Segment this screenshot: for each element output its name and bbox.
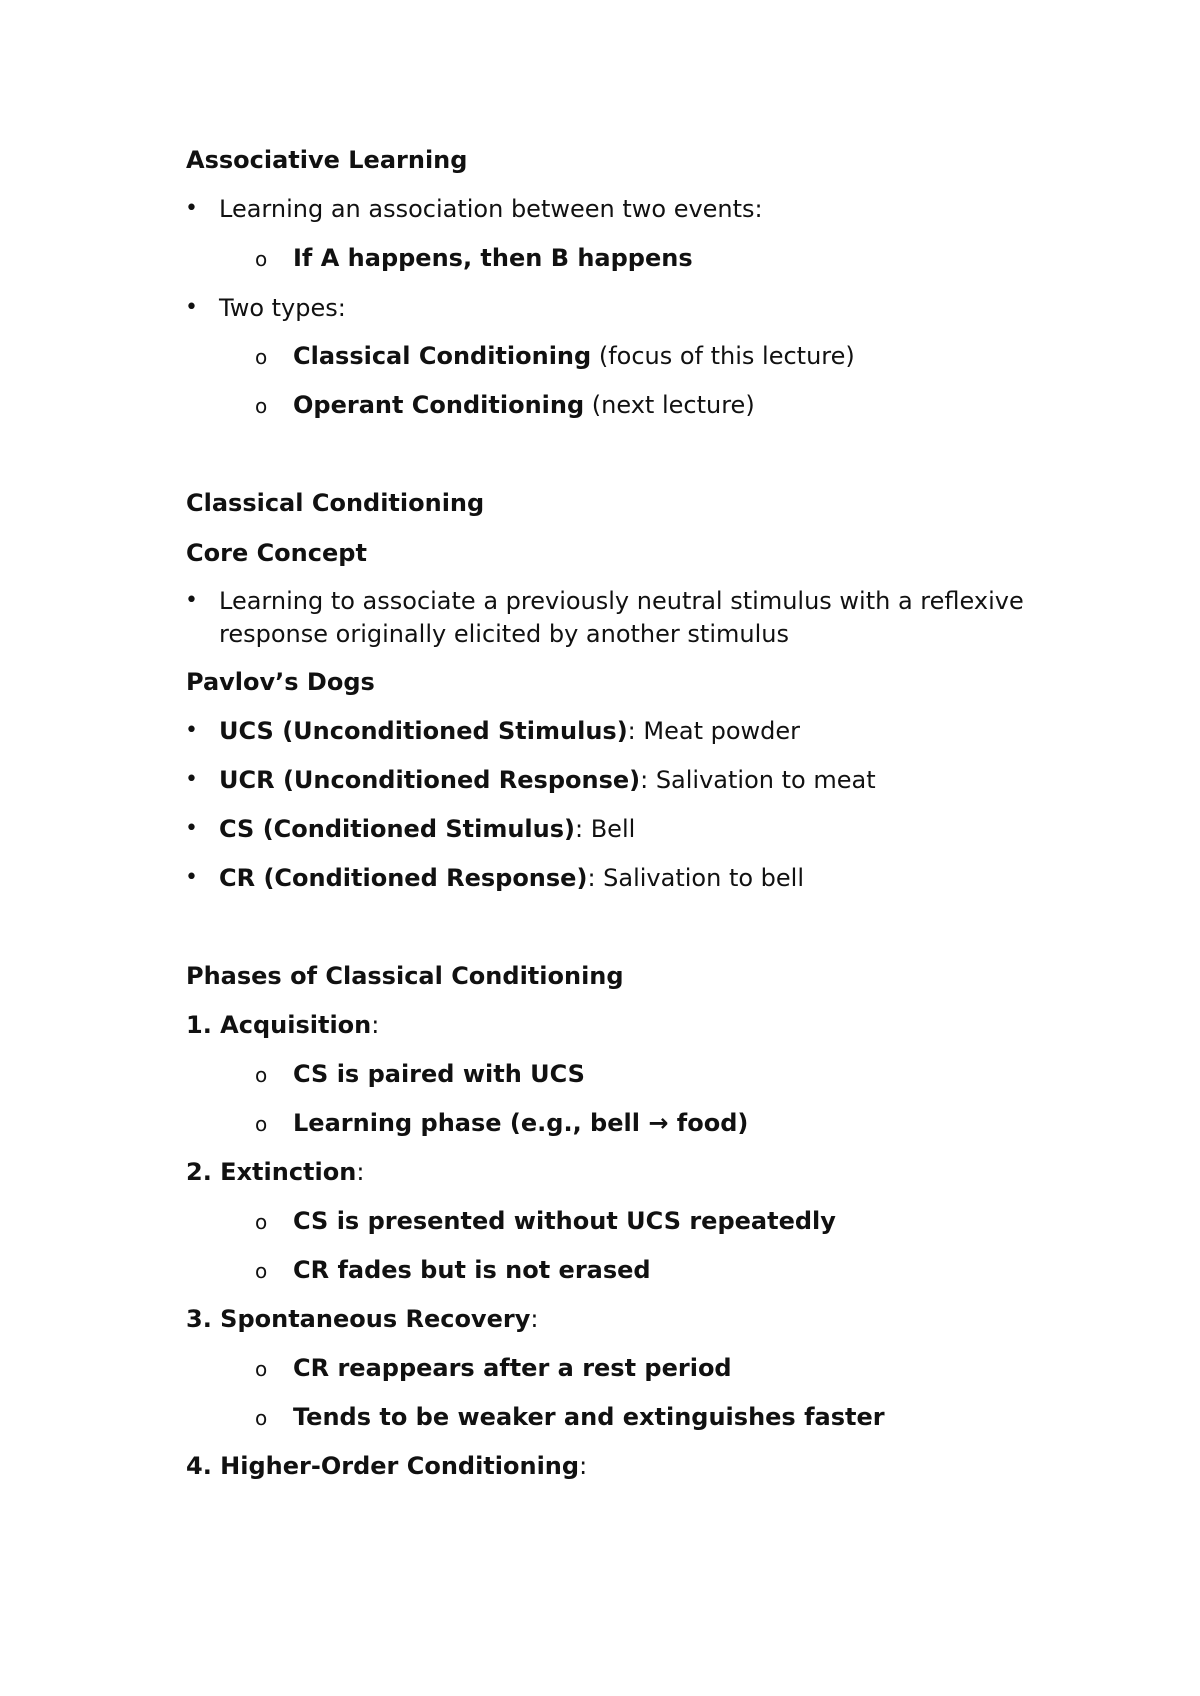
note-next-lecture: (next lecture) bbox=[584, 391, 755, 419]
sub-bullet-glyph: o bbox=[255, 1210, 268, 1234]
term-classical-conditioning: Classical Conditioning bbox=[293, 342, 592, 370]
phase-suffix: : bbox=[356, 1158, 365, 1186]
pavlov-item-cs bbox=[219, 813, 635, 845]
core-concept-text-line-2: response originally elicited by another stimulus bbox=[219, 620, 789, 648]
phase-sub-item: CR reappears after a rest period bbox=[293, 1354, 732, 1382]
phase-label: 4. Higher-Order Conditioning bbox=[186, 1452, 580, 1480]
pavlov-term: UCR (Unconditioned Response) bbox=[219, 766, 641, 794]
sub-bullet-operant-conditioning bbox=[293, 389, 755, 421]
phase-sub-item: CS is presented without UCS repeatedly bbox=[293, 1207, 836, 1235]
pavlov-desc: : Salivation to meat bbox=[640, 766, 876, 794]
sub-bullet-glyph: o bbox=[255, 247, 268, 271]
section-heading-classical-conditioning: Classical Conditioning bbox=[186, 489, 485, 517]
pavlov-desc: : Salivation to bell bbox=[587, 864, 804, 892]
bullet-glyph: • bbox=[185, 816, 198, 841]
bullet-glyph: • bbox=[185, 767, 198, 792]
bullet-glyph: • bbox=[185, 588, 198, 613]
phase-label: 3. Spontaneous Recovery bbox=[186, 1305, 531, 1333]
sub-bullet-if-a-then-b: If A happens, then B happens bbox=[293, 244, 693, 272]
phase-extinction bbox=[186, 1156, 364, 1188]
pavlov-item-ucs bbox=[219, 715, 800, 747]
bullet-glyph: • bbox=[185, 196, 198, 221]
subheading-pavlovs-dogs: Pavlov’s Dogs bbox=[186, 668, 375, 696]
phase-spontaneous-recovery bbox=[186, 1303, 538, 1335]
sub-bullet-classical-conditioning bbox=[293, 340, 855, 372]
pavlov-term: CR (Conditioned Response) bbox=[219, 864, 588, 892]
term-operant-conditioning: Operant Conditioning bbox=[293, 391, 585, 419]
pavlov-desc: : Meat powder bbox=[627, 717, 801, 745]
sub-bullet-glyph: o bbox=[255, 1112, 268, 1136]
pavlov-item-ucr bbox=[219, 764, 876, 796]
section-heading-phases: Phases of Classical Conditioning bbox=[186, 962, 624, 990]
phase-suffix: : bbox=[579, 1452, 588, 1480]
bullet-two-types: Two types: bbox=[219, 294, 346, 322]
bullet-association-definition: Learning an association between two events: bbox=[219, 195, 763, 223]
pavlov-term: CS (Conditioned Stimulus) bbox=[219, 815, 575, 843]
sub-bullet-glyph: o bbox=[255, 1259, 268, 1283]
phase-suffix: : bbox=[371, 1011, 380, 1039]
subheading-core-concept: Core Concept bbox=[186, 539, 367, 567]
phase-acquisition bbox=[186, 1009, 379, 1041]
bullet-glyph: • bbox=[185, 865, 198, 890]
sub-bullet-glyph: o bbox=[255, 345, 268, 369]
phase-suffix: : bbox=[530, 1305, 539, 1333]
section-heading-associative-learning: Associative Learning bbox=[186, 146, 468, 174]
note-focus-of-lecture: (focus of this lecture) bbox=[591, 342, 855, 370]
sub-bullet-glyph: o bbox=[255, 1357, 268, 1381]
pavlov-desc: : Bell bbox=[575, 815, 636, 843]
sub-bullet-glyph: o bbox=[255, 1406, 268, 1430]
pavlov-item-cr bbox=[219, 862, 804, 894]
pavlov-term: UCS (Unconditioned Stimulus) bbox=[219, 717, 628, 745]
phase-sub-item: CR fades but is not erased bbox=[293, 1256, 651, 1284]
bullet-glyph: • bbox=[185, 718, 198, 743]
phase-sub-item: CS is paired with UCS bbox=[293, 1060, 585, 1088]
bullet-glyph: • bbox=[185, 295, 198, 320]
core-concept-text-line-1: Learning to associate a previously neutral stimulus with a reflexive bbox=[219, 587, 1024, 615]
phase-sub-item: Learning phase (e.g., bell → food) bbox=[293, 1109, 749, 1137]
phase-label: 1. Acquisition bbox=[186, 1011, 372, 1039]
phase-higher-order-conditioning bbox=[186, 1450, 587, 1482]
sub-bullet-glyph: o bbox=[255, 394, 268, 418]
phase-sub-item: Tends to be weaker and extinguishes faster bbox=[293, 1403, 885, 1431]
phase-label: 2. Extinction bbox=[186, 1158, 357, 1186]
sub-bullet-glyph: o bbox=[255, 1063, 268, 1087]
